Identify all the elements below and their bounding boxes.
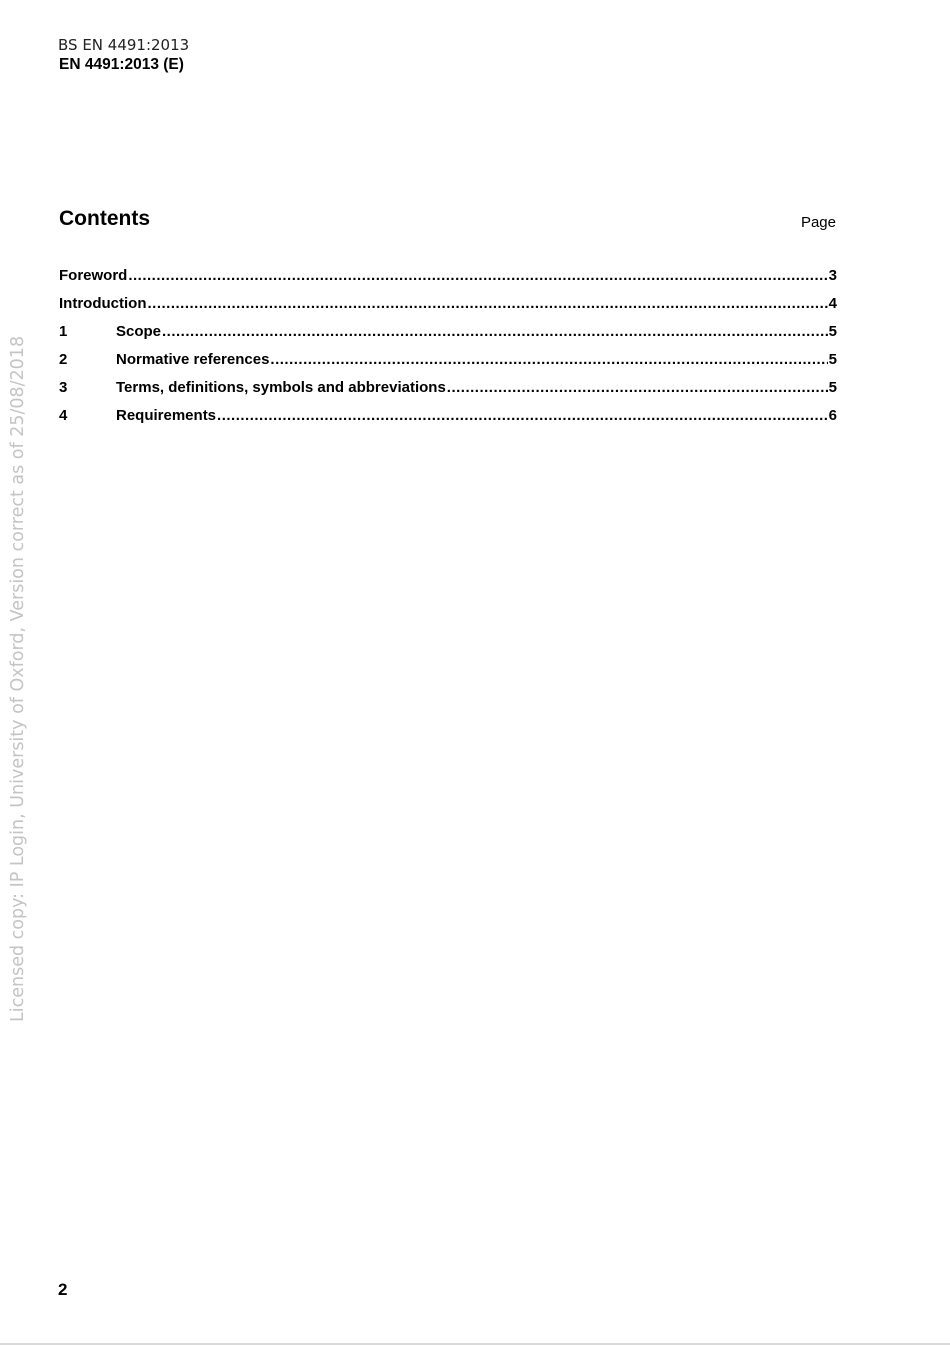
contents-heading: Contents [59,207,150,230]
page-column-label: Page [800,214,836,231]
toc-entry-title: Introduction [59,295,147,312]
toc-entry-number: 1 [59,323,68,340]
toc-leader-dots [162,322,828,342]
toc-entry-title: Requirements [116,407,217,424]
toc-entry-title: Normative references [116,351,270,368]
toc-entry-page: 5 [828,351,837,368]
toc-entry-page: 5 [828,323,837,340]
toc-entry-scope[interactable] [59,322,837,350]
license-watermark: Licensed copy: IP Login, University of Oxford, Version correct as of 25/08/2018 [8,335,28,1022]
toc-entry-page: 4 [828,295,837,312]
toc-leader-dots [270,350,827,370]
toc-leader-dots [447,378,828,398]
page-number: 2 [58,1280,68,1299]
toc-leader-dots [217,406,828,426]
toc-entry-introduction[interactable] [59,294,837,322]
toc-entry-number: 4 [59,407,68,424]
toc-entry-title: Scope [116,323,162,340]
toc-entry-requirements[interactable] [59,406,837,434]
toc-entry-page: 3 [828,267,837,284]
standard-code: BS EN 4491:2013 [58,36,190,54]
toc-entry-terms-definitions[interactable] [59,378,837,406]
table-of-contents [59,266,837,434]
toc-entry-normative-references[interactable] [59,350,837,378]
toc-leader-dots [147,294,827,314]
toc-entry-number: 3 [59,379,68,396]
toc-entry-number: 2 [59,351,68,368]
document-code: EN 4491:2013 (E) [59,56,184,73]
toc-entry-title: Foreword [59,267,128,284]
toc-leader-dots [128,266,827,286]
toc-entry-title: Terms, definitions, symbols and abbreviations [116,379,446,396]
toc-entry-foreword[interactable] [59,266,837,294]
toc-entry-page: 5 [828,379,837,396]
toc-entry-page: 6 [828,407,837,424]
